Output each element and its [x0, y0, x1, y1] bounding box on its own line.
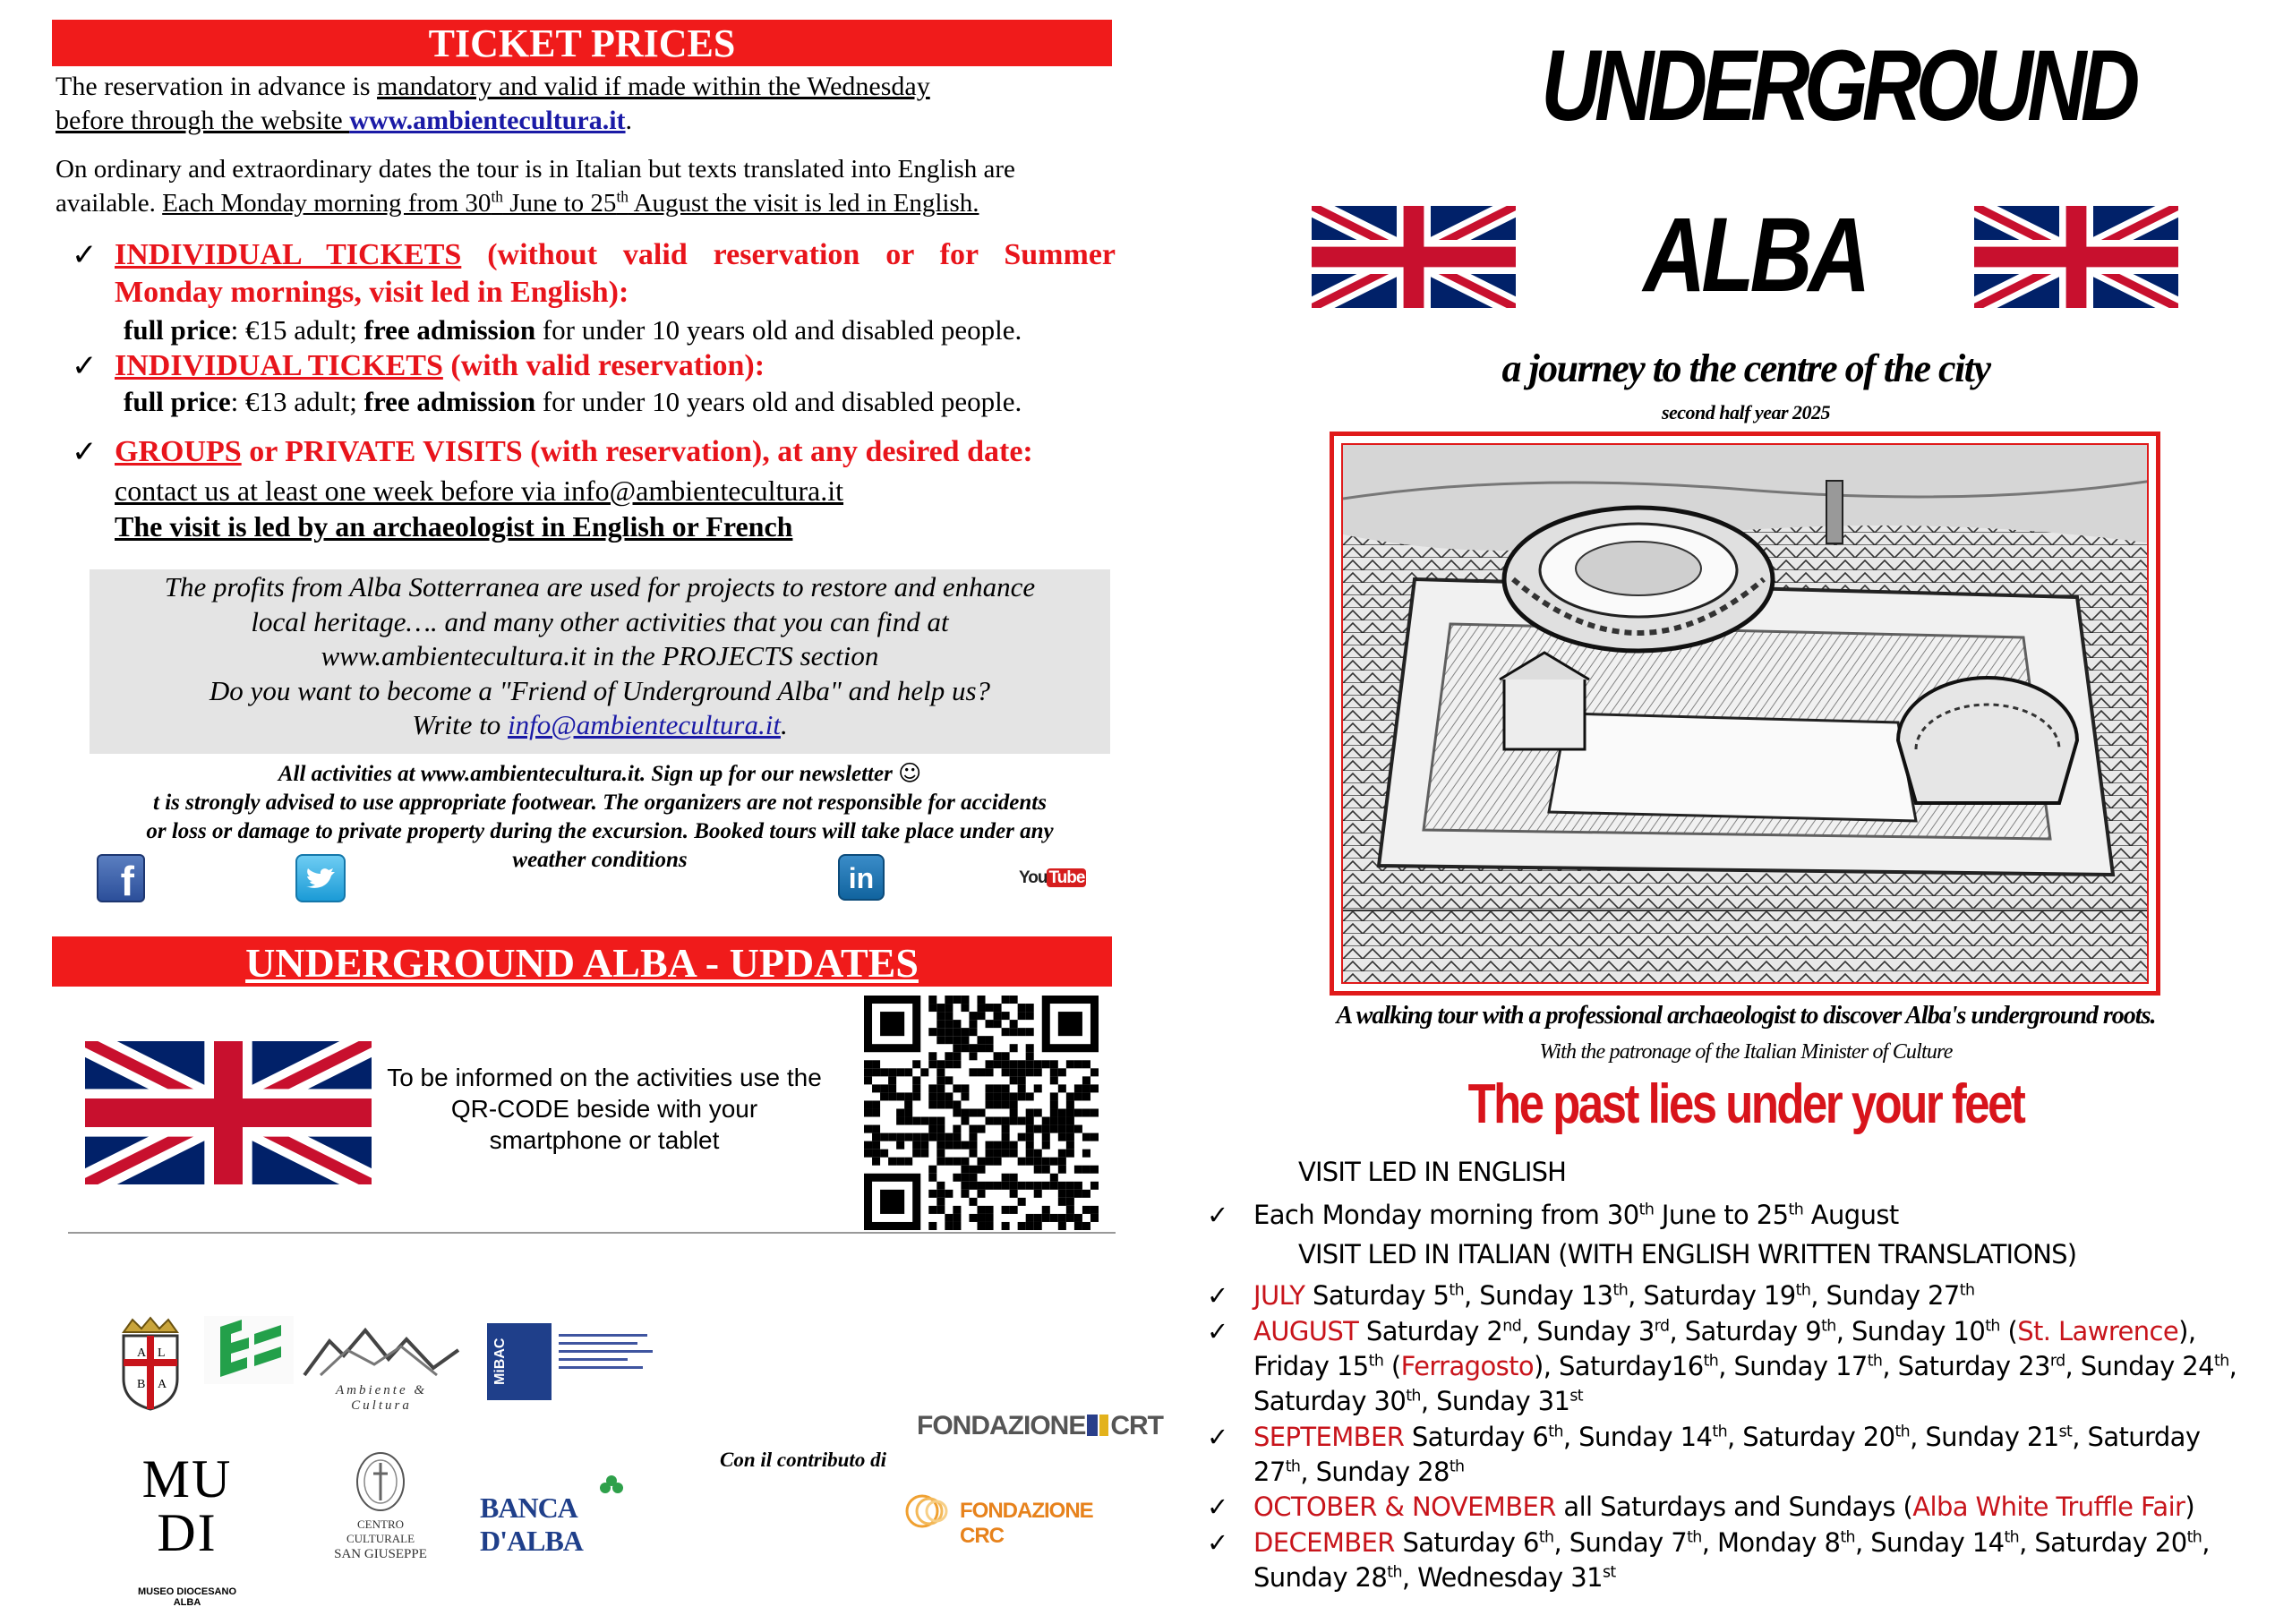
english-schedule: ✓ Each Monday morning from 30th June to 25th August [1253, 1198, 2247, 1233]
individual-tickets-price-1: full price: €15 adult; free admission for under 10 years old and disabled people. [124, 314, 1022, 346]
italian-heading: VISIT LED IN ITALIAN (WITH ENGLISH WRITTEN TRANSLATIONS) [1298, 1239, 2077, 1269]
svg-text:B: B [137, 1378, 146, 1391]
updates-text: To be informed on the activities use the QR-CODE beside with your smartphone or tablet [387, 1064, 822, 1154]
svg-text:L: L [158, 1346, 166, 1360]
mibac-logo: MiBAC [487, 1323, 657, 1400]
ticket-prices-header: TICKET PRICES [52, 20, 1112, 66]
check-icon: ✓ [1207, 1280, 1228, 1311]
san-giuseppe-emblem-icon [354, 1450, 407, 1513]
check-icon: ✓ [1207, 1200, 1228, 1230]
banca-alba-logo: BANCA D'ALBA [480, 1479, 677, 1533]
groups-led-by: The visit is led by an archaeologist in English or French [115, 510, 793, 543]
website-link[interactable]: www.ambientecultura.it [349, 106, 626, 135]
smiley-icon: ☺ [898, 760, 922, 786]
uk-flag-left-icon [1312, 206, 1516, 308]
check-icon: ✓ [1207, 1316, 1228, 1346]
individual-tickets-price-2: full price: €13 adult; free admission for under 10 years old and disabled people. [124, 386, 1022, 417]
december-schedule: ✓ DECEMBER Saturday 6th, Sunday 7th, Monday 8th, Sunday 14th, Saturday 20th, Sunday 28th, Wednesday 31st [1207, 1527, 2210, 1593]
green-e-logo [204, 1316, 294, 1384]
ambiente-cultura-logo: Ambiente & Cultura [303, 1323, 460, 1406]
svg-text:A: A [158, 1378, 167, 1391]
email-link[interactable]: info@ambientecultura.it [508, 709, 781, 740]
september-schedule: ✓ SEPTEMBER Saturday 6th, Sunday 14th, Saturday 20th, Sunday 21st, Saturday 27th, Sunday 28th [1207, 1422, 2201, 1487]
check-icon: ✓ [1207, 1492, 1228, 1522]
july-schedule: ✓ JULY Saturday 5th, Sunday 13th, Saturday 19th, Sunday 27th [1253, 1278, 2247, 1313]
youtube-icon[interactable]: You Tube [1019, 868, 1085, 887]
patronage: With the patronage of the Italian Minister of Culture [1539, 1040, 1953, 1064]
contributo-label: Con il contributo di [720, 1449, 886, 1471]
main-title-alba: ALBA [1643, 196, 1867, 314]
period: second half year 2025 [1661, 401, 1831, 423]
mountains-icon [303, 1323, 460, 1379]
uk-flag-icon [85, 1041, 372, 1184]
ancient-alba-illustration [1330, 432, 2160, 996]
illustration-caption: A walking tour with a professional archaeologist to discover Alba's underground roots. [1336, 1002, 2156, 1030]
fondazione-crc-logo: FONDAZIONE CRC [904, 1492, 1110, 1533]
twitter-bird-icon [297, 856, 344, 901]
crc-rings-icon [904, 1493, 954, 1529]
san-giuseppe-logo: CENTRO CULTURALE SAN GIUSEPPE [322, 1450, 439, 1551]
mudi-logo: MU DI MUSEO DIOCESANO ALBA [137, 1449, 236, 1608]
tagline: The past lies under your feet [1467, 1073, 2024, 1135]
svg-text:A: A [137, 1346, 147, 1360]
profits-box: The profits from Alba Sotterranea are used for projects to restore and enhance local heritage…. and many other activities that you can find at www.ambientecultura.it in the PROJECTS section Do you want to become a "Friend of Underground Alba" and help us? Write to info@ambientecultura.it. [90, 569, 1110, 754]
groups-private-visits: ✓ GROUPS or PRIVATE VISITS (with reservation), at any desired date: [72, 434, 1033, 470]
october-november-schedule: ✓ OCTOBER & NOVEMBER all Saturdays and Sundays (Alba White Truffle Fair) [1253, 1490, 2247, 1525]
check-icon: ✓ [72, 434, 98, 470]
twitter-icon[interactable] [295, 854, 346, 902]
city-drawing-icon [1343, 445, 2149, 984]
august-schedule: ✓ AUGUST Saturday 2nd, Sunday 3rd, Saturday 9th, Sunday 10th (St. Lawrence), Friday 15th (Ferragosto), Saturday16th, Sunday 17th, Saturday 23rd, Sunday 24th, Saturday 30th, Sunday 31st [1207, 1316, 2237, 1416]
groups-contact: contact us at least one week before via info@ambientecultura.it [115, 474, 844, 507]
fondazione-crt-logo: FONDAZIONE CRT [917, 1411, 1163, 1440]
reservation-intro: The reservation in advance is mandatory and valid if made within the Wednesday before through the website www.ambientecultura.it. [56, 72, 930, 135]
individual-tickets-no-reservation: ✓ INDIVIDUAL TICKETS (without valid reservation or for Summer Monday mornings, visit led in English): [72, 237, 1116, 309]
updates-header: UNDERGROUND ALBA - UPDATES [52, 936, 1112, 987]
facebook-icon[interactable]: f [97, 854, 145, 902]
language-intro: On ordinary and extraordinary dates the tour is in Italian but texts translated into English are available. Each Monday morning from 30th June to 25th August the visit is led in English. [56, 155, 1015, 218]
alba-coat-of-arms-logo [115, 1316, 186, 1411]
individual-tickets-with-reservation: ✓ INDIVIDUAL TICKETS (with valid reservation): [72, 348, 765, 384]
notes: All activities at www.ambientecultura.it. Sign up for our newsletter ☺ t is strongly advised to use appropriate footwear. The organizers are not responsible for accidents or loss or damage to private property during the excursion. Booked tours will take place under any weather conditions [146, 760, 1054, 872]
check-icon: ✓ [72, 348, 98, 384]
linkedin-icon[interactable]: in [838, 854, 885, 901]
english-heading: VISIT LED IN ENGLISH [1298, 1157, 1567, 1187]
check-icon: ✓ [1207, 1422, 1228, 1452]
subtitle: a journey to the centre of the city [1501, 346, 1990, 390]
main-title: UNDERGROUND [1541, 30, 2134, 141]
qr-code[interactable] [864, 996, 1099, 1230]
uk-flag-right-icon [1974, 206, 2178, 308]
check-icon: ✓ [72, 237, 98, 273]
check-icon: ✓ [1207, 1527, 1228, 1558]
divider [68, 1232, 1116, 1234]
